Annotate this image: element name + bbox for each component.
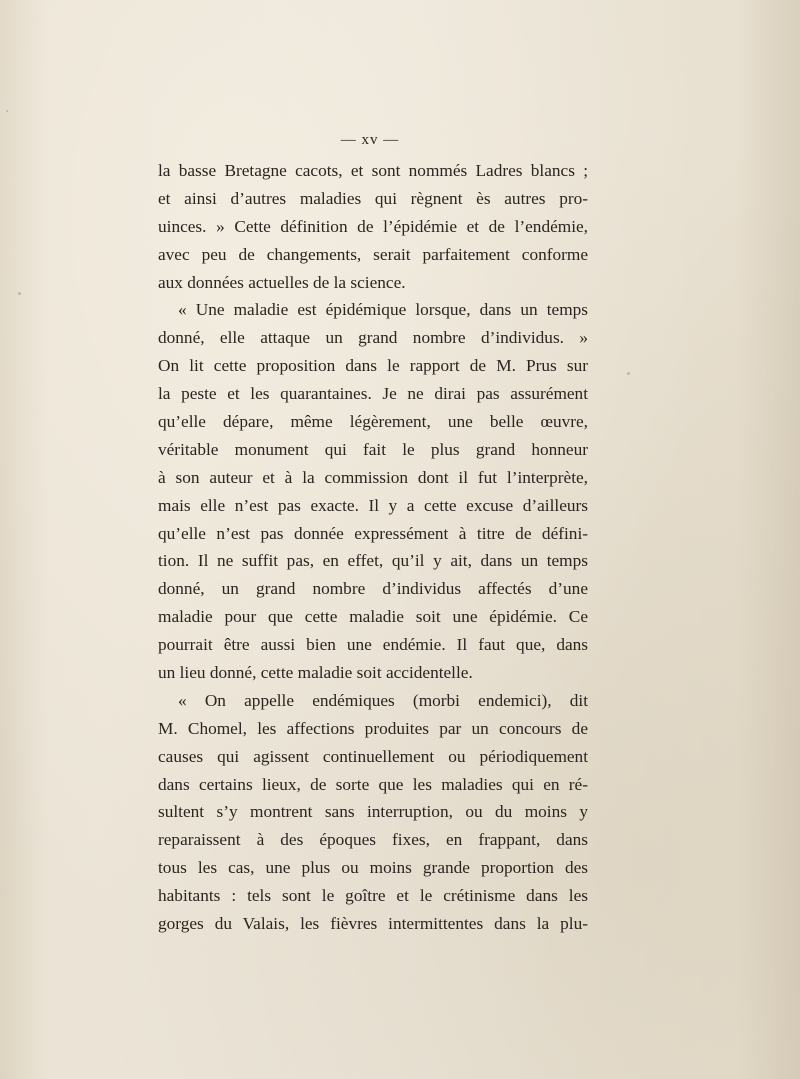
text-line: causes qui agissent continuellement ou périodiquement (158, 746, 588, 766)
text-line: « Une maladie est épidémique lorsque, dans un temps (178, 300, 588, 320)
text-line: véritable monument qui fait le plus grand honneur (158, 439, 588, 459)
text-line: reparaissent à des époques fixes, en frappant, dans (158, 830, 588, 850)
paper-speck (627, 372, 630, 375)
text-line: maladie pour que cette maladie soit une épidémie. Ce (158, 607, 588, 627)
text-line: pourrait être aussi bien une endémie. Il faut que, dans (158, 635, 588, 655)
text-line: sultent s’y montrent sans interruption, ou du moins y (158, 802, 588, 822)
text-line: et ainsi d’autres maladies qui règnent ès autres pro- (158, 188, 588, 208)
paper-speck (18, 292, 21, 295)
text-line: la basse Bretagne cacots, et sont nommés Ladres blancs ; (158, 161, 588, 180)
text-line: M. Chomel, les affections produites par un concours de (158, 718, 588, 738)
text-line: habitants : tels sont le goître et le crétinisme dans les (158, 886, 588, 906)
text-line: à son auteur et à la commission dont il fut l’interprète, (158, 467, 588, 487)
text-line: aux données actuelles de la science. (158, 272, 406, 292)
text-line: gorges du Valais, les fièvres intermittentes dans la plu- (158, 914, 588, 934)
text-line: uinces. » Cette définition de l’épidémie et de l’endémie, (158, 216, 588, 236)
body-text (158, 157, 588, 938)
text-line: un lieu donné, cette maladie soit accidentelle. (158, 663, 473, 683)
text-line: « On appelle endémiques (morbi endemici), dit (178, 690, 588, 710)
text-line: qu’elle n’est pas donnée expressément à titre de défini- (158, 523, 588, 543)
page-number-header: — xv — (340, 132, 400, 148)
text-line: avec peu de changements, serait parfaitement conforme (158, 244, 588, 264)
text-line: donné, un grand nombre d’individus affectés d’une (158, 579, 588, 599)
text-line: qu’elle dépare, même légèrement, une belle œuvre, (158, 412, 588, 432)
text-line: donné, elle attaque un grand nombre d’individus. » (158, 328, 588, 348)
text-line: mais elle n’est pas exacte. Il y a cette excuse d’ailleurs (158, 495, 588, 515)
text-line: tous les cas, une plus ou moins grande proportion des (158, 858, 588, 878)
text-line: dans certains lieux, de sorte que les maladies qui en ré- (158, 774, 588, 794)
paper-speck (6, 110, 8, 112)
text-line: la peste et les quarantaines. Je ne dirai pas assurément (158, 384, 588, 404)
text-line: tion. Il ne suffit pas, en effet, qu’il y ait, dans un temps (158, 551, 588, 571)
text-line: On lit cette proposition dans le rapport de M. Prus sur (158, 356, 588, 376)
